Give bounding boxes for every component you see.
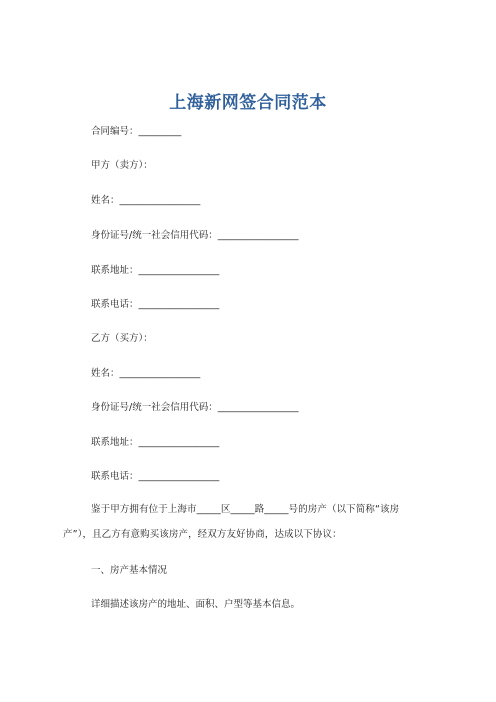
party-a-address: 联系地址：_________________ xyxy=(91,265,220,276)
party-b-name: 姓名：_________________ xyxy=(91,368,201,379)
document-title: 上海新网签合同范本 xyxy=(169,93,327,113)
section-1-body: 详细描述该房产的地址、面积、户型等基本信息。 xyxy=(91,599,301,610)
party-a-id-number: 身份证号/统一社会信用代码：_________________ xyxy=(91,230,299,241)
party-a-header: 甲方（卖方）： xyxy=(91,160,153,171)
party-b-id-number: 身份证号/统一社会信用代码：_________________ xyxy=(91,402,299,413)
party-a-name: 姓名：_________________ xyxy=(91,195,201,206)
party-a-phone: 联系电话：_________________ xyxy=(91,299,220,310)
party-b-header: 乙方（买方）： xyxy=(91,333,153,344)
contract-number: 合同编号：_________ xyxy=(91,126,182,137)
section-1-heading: 一、房产基本情况 xyxy=(91,565,168,576)
intro-paragraph: 鉴于甲方拥有位于上海市_____区_____路_____号的房产（以下简称“该房产”），且乙方有意购买该房产，经双方友好协商，达成以下协议： xyxy=(63,504,400,540)
party-b-address: 联系地址：_________________ xyxy=(91,437,220,448)
party-b-phone: 联系电话：_________________ xyxy=(91,471,220,482)
